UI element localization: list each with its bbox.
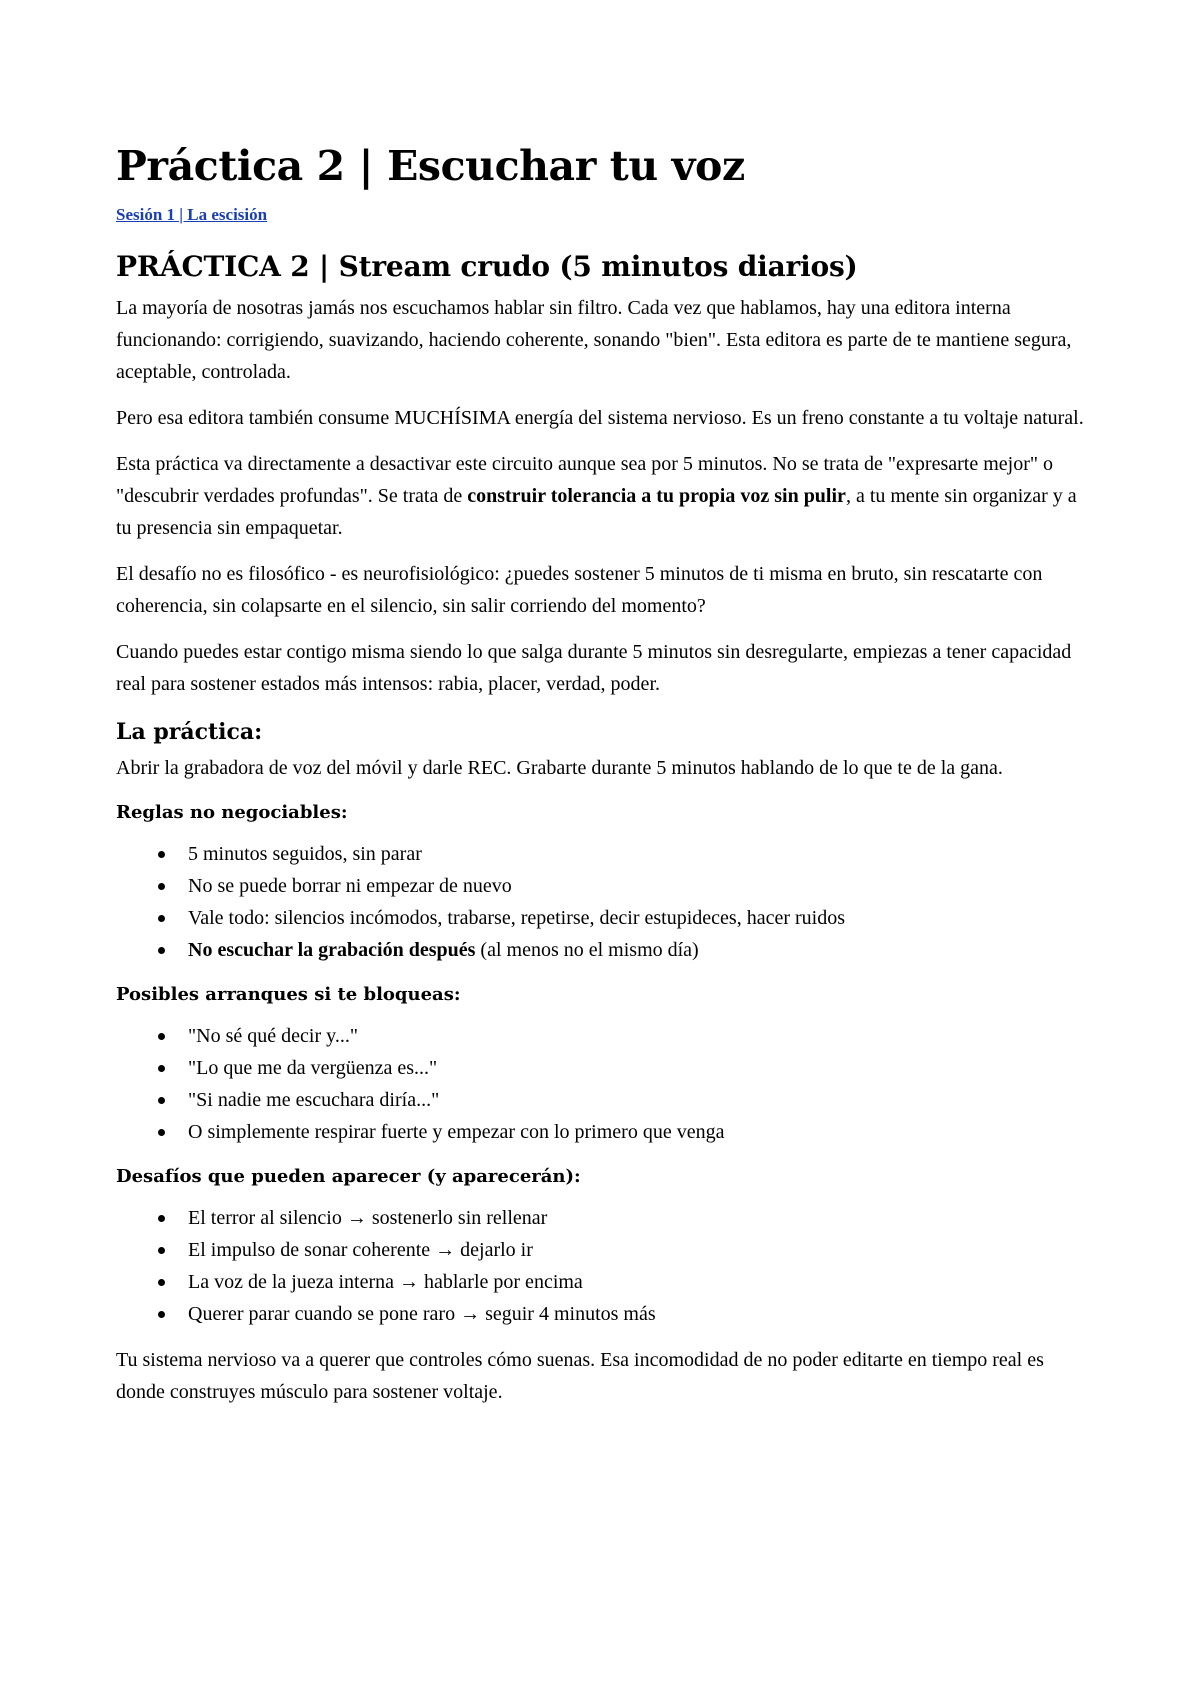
practice-subtitle: PRÁCTICA 2 | Stream crudo (5 minutos diarios) bbox=[116, 250, 858, 283]
list-item bbox=[116, 934, 1084, 966]
list-item: O simplemente respirar fuerte y empezar con lo primero que venga bbox=[116, 1116, 1084, 1148]
intro-paragraph-2: Pero esa editora también consume MUCHÍSIMA energía del sistema nervioso. Es un freno constante a tu voltaje natural. bbox=[116, 407, 1084, 429]
list-item: La voz de la jueza interna → hablarle por encima bbox=[116, 1266, 1084, 1298]
intro-paragraph-3-start: Esta práctica va directamente a desactivar este circuito aunque sea por 5 minutos. No se trata de "expresarte mejor" o "descubrir verdades profundas". Se trata de bbox=[116, 453, 1054, 507]
closing-paragraph: Tu sistema nervioso va a querer que controles cómo suenas. Esa incomodidad de no poder editarte en tiempo real es donde construyes músculo para sostener voltaje. bbox=[116, 1349, 1044, 1403]
starters-list bbox=[116, 1020, 1084, 1148]
list-item: Vale todo: silencios incómodos, trabarse, repetirse, decir estupideces, hacer ruidos bbox=[116, 902, 1084, 934]
list-item: Querer parar cuando se pone raro → seguir 4 minutos más bbox=[116, 1298, 1084, 1330]
intro-paragraph-5: Cuando puedes estar contigo misma siendo lo que salga durante 5 minutos sin desregularte, empiezas a tener capacidad real para sostener estados más intensos: rabia, placer, verdad, poder. bbox=[116, 641, 1072, 695]
session-link[interactable]: Sesión 1 | La escisión bbox=[116, 205, 268, 224]
practice-body: Abrir la grabadora de voz del móvil y darle REC. Grabarte durante 5 minutos hablando de lo que te de la gana. bbox=[116, 757, 1003, 779]
list-item: "Lo que me da vergüenza es..." bbox=[116, 1052, 1084, 1084]
challenges-label: Desafíos que pueden aparecer (y aparecerán): bbox=[116, 1166, 581, 1187]
breadcrumb bbox=[116, 204, 1084, 226]
intro-paragraph-4: El desafío no es filosófico - es neurofisiológico: ¿puedes sostener 5 minutos de ti misma en bruto, sin rescatarte con coherencia, sin colapsarte en el silencio, sin salir corriendo del momento? bbox=[116, 563, 1043, 617]
practice-heading: La práctica: bbox=[116, 719, 263, 745]
rules-list bbox=[116, 838, 1084, 966]
list-item: "No sé qué decir y..." bbox=[116, 1020, 1084, 1052]
list-item: 5 minutos seguidos, sin parar bbox=[116, 838, 1084, 870]
intro-paragraph-1: La mayoría de nosotras jamás nos escuchamos hablar sin filtro. Cada vez que hablamos, hay una editora interna funcionando: corrigiendo, suavizando, haciendo coherente, sonando "bien". Esta editora es parte de te mantiene segura, aceptable, controlada. bbox=[116, 297, 1072, 383]
list-item: "Si nadie me escuchara diría..." bbox=[116, 1084, 1084, 1116]
list-item: El impulso de sonar coherente → dejarlo ir bbox=[116, 1234, 1084, 1266]
intro-paragraph-3-emphasis: construir tolerancia a tu propia voz sin pulir bbox=[467, 485, 846, 507]
page-title: Práctica 2 | Escuchar tu voz bbox=[116, 142, 745, 190]
rule-rest: (al menos no el mismo día) bbox=[475, 939, 699, 961]
starters-label: Posibles arranques si te bloqueas: bbox=[116, 984, 461, 1005]
intro-paragraph-3 bbox=[116, 448, 1084, 544]
challenges-list bbox=[116, 1202, 1084, 1330]
list-item: El terror al silencio → sostenerlo sin rellenar bbox=[116, 1202, 1084, 1234]
rules-label: Reglas no negociables: bbox=[116, 802, 348, 823]
list-item: No se puede borrar ni empezar de nuevo bbox=[116, 870, 1084, 902]
intro-paragraph-3-end: , a tu mente sin organizar y a tu presencia sin empaquetar. bbox=[116, 485, 1077, 539]
rule-emphasis: No escuchar la grabación después bbox=[188, 939, 476, 961]
